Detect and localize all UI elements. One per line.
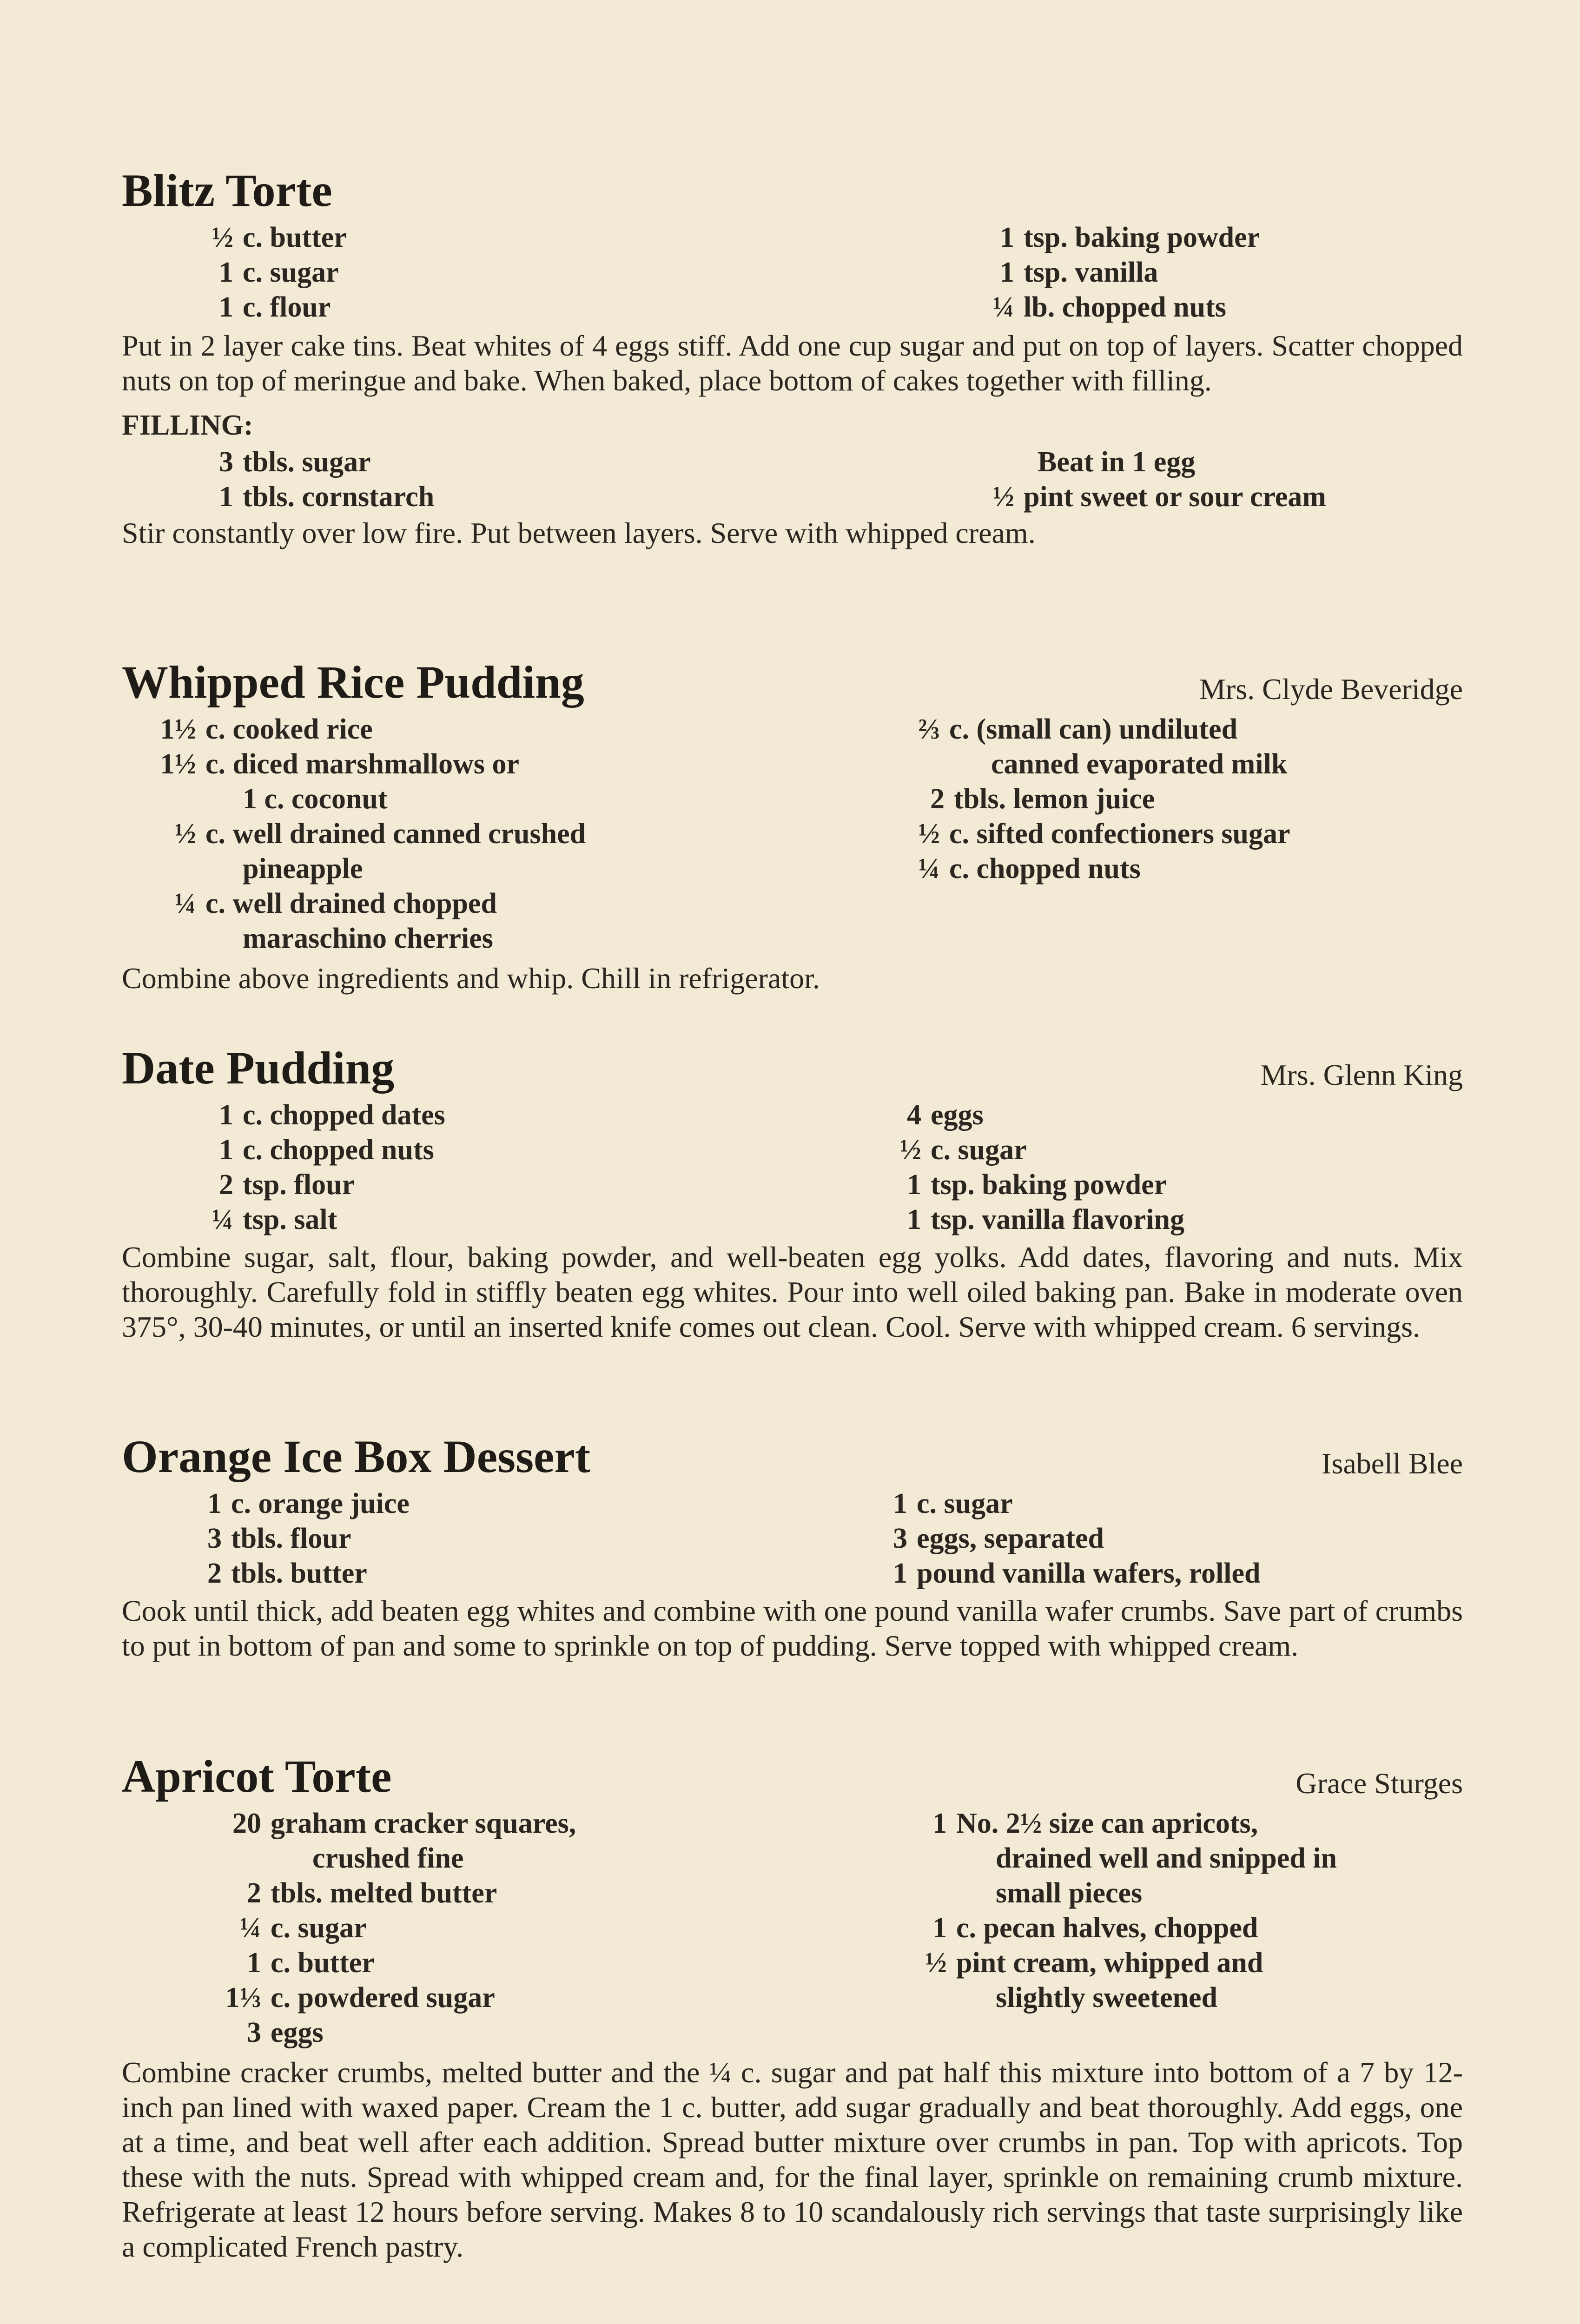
quantity: 1: [907, 1204, 921, 1235]
quantity: 1: [219, 1134, 233, 1166]
quantity: ½: [212, 222, 233, 253]
quantity: 2: [207, 1558, 222, 1589]
ingredient-line: [907, 1946, 1481, 1981]
ingredient-line: [884, 747, 1458, 782]
ingredient-line: [861, 1202, 1435, 1237]
recipe-whipped-rice-pudding: [122, 654, 1463, 996]
ingredient-line: [122, 1556, 805, 1591]
ingredients-right: [884, 712, 1458, 886]
recipe-header: [122, 163, 1463, 218]
ingredient-line: [866, 480, 1440, 515]
recipe-author: Mrs. Glenn King: [1260, 1058, 1463, 1091]
ingredient-line: [907, 1911, 1481, 1946]
ingredient-line: [907, 1841, 1481, 1876]
quantity: 1½: [160, 713, 196, 745]
ingredient: c. chopped nuts: [243, 1134, 434, 1166]
ingredient-line: [861, 1098, 1435, 1133]
quantity: 1: [1000, 222, 1014, 253]
directions: Combine cracker crumbs, melted butter and the ¼ c. sugar and pat half this mixture into bottom of a 7 by 12-inch pan lined with waxed paper. Cream the 1 c. butter, add sugar gradually and beat thoroughly. Add eggs, one at a time, and beat well after each addition. Spread butter mixture over crumbs in pan. Top with apricots. Top these with the nuts. Spread with whipped cream and, for the final layer, sprinkle on remaining crumb mixture. Refrigerate at least 12 hours before serving. Makes 8 to 10 scandalously rich servings that taste surprisingly like a complicated French pastry.: [122, 2056, 1463, 2263]
recipe-header: [122, 1429, 1463, 1485]
quantity: 1: [219, 481, 233, 513]
recipe-title: Date Pudding: [122, 1042, 395, 1094]
filling-left: [122, 445, 805, 515]
quantity: 1½: [160, 748, 196, 780]
ingredient-line: [907, 1876, 1481, 1911]
ingredient: c. powdered sugar: [271, 1982, 495, 2014]
ingredient-line: [122, 1946, 805, 1981]
filling-label: FILLING:: [122, 409, 253, 441]
ingredient: c. flour: [243, 291, 331, 323]
quantity: 1: [219, 291, 233, 323]
ingredient-line: [122, 921, 805, 956]
quantity: ¼: [992, 291, 1014, 323]
ingredients-left: [122, 1486, 805, 1591]
ingredient-line: [875, 1556, 1449, 1591]
filling-directions: Stir constantly over low fire. Put between layers. Serve with whipped cream.: [122, 516, 1036, 549]
filling-right: [866, 445, 1440, 515]
directions: Combine above ingredients and whip. Chill in refrigerator.: [122, 962, 820, 995]
quantity: ½: [992, 481, 1014, 513]
quantity: 1: [893, 1558, 907, 1589]
ingredient-line: [122, 445, 805, 480]
ingredient: tbls. cornstarch: [243, 481, 435, 513]
ingredient-line: [122, 255, 805, 290]
ingredients-left: [122, 220, 805, 325]
quantity: 1: [907, 1169, 921, 1201]
ingredient: c. cooked rice: [205, 713, 373, 745]
quantity: 1: [219, 257, 233, 288]
ingredient: tsp. vanilla flavoring: [931, 1204, 1185, 1235]
ingredient: tsp. vanilla: [1024, 257, 1158, 288]
ingredient: tsp. flour: [243, 1169, 355, 1201]
ingredient: c. chopped dates: [243, 1099, 445, 1131]
ingredient-line: [122, 817, 805, 852]
quantity: 2: [219, 1169, 233, 1201]
recipe-apricot-torte: [122, 1749, 1463, 2264]
ingredient: c. butter: [243, 222, 347, 253]
ingredient: 1 c. coconut: [243, 783, 388, 815]
ingredient: tsp. baking powder: [931, 1169, 1167, 1201]
ingredient-line: [866, 290, 1440, 325]
ingredient-line: [861, 1168, 1435, 1202]
ingredient-line: [122, 782, 805, 817]
ingredient-line: [866, 445, 1440, 480]
ingredient-line: [884, 852, 1458, 886]
quantity: [122, 782, 243, 817]
recipe-author: Isabell Blee: [1322, 1447, 1463, 1480]
directions: Combine sugar, salt, flour, baking powder, and well-beaten egg yolks. Add dates, flavoring and nuts. Mix thoroughly. Carefully fold in stiffly beaten egg whites. Pour into well oiled baking pan. Bake in moderate oven 375°, 30-40 minutes, or until an inserted knife comes out clean. Cool. Serve with whipped cream. 6 servings.: [122, 1241, 1463, 1343]
ingredient-line: [122, 1168, 805, 1202]
ingredient-line: [884, 817, 1458, 852]
ingredient: eggs, separated: [917, 1523, 1104, 1554]
ingredient: tsp. baking powder: [1024, 222, 1260, 253]
quantity: 1: [247, 1947, 261, 1979]
ingredient-line: [122, 1841, 805, 1876]
ingredient: c. orange juice: [231, 1488, 410, 1519]
ingredient-line: [122, 852, 805, 886]
quantity: 3: [247, 2017, 261, 2048]
ingredient: tbls. butter: [231, 1558, 367, 1589]
quantity: [122, 852, 243, 886]
ingredients: [122, 1806, 1463, 2055]
ingredient: pint cream, whipped and: [956, 1947, 1263, 1979]
ingredient: pint sweet or sour cream: [1024, 481, 1326, 513]
quantity: 1⅓: [225, 1982, 261, 2014]
ingredient: c. well drained canned crushed: [205, 818, 586, 850]
quantity: ½: [918, 818, 940, 850]
ingredient-line: [122, 290, 805, 325]
ingredient-line: [884, 782, 1458, 817]
ingredient: slightly sweetened: [996, 1982, 1218, 2014]
ingredient: c. diced marshmallows or: [205, 748, 520, 780]
quantity: 1: [207, 1488, 222, 1519]
filling-ingredients: [122, 445, 1463, 515]
ingredient: c. butter: [271, 1947, 375, 1979]
ingredients: [122, 1486, 1463, 1593]
ingredient-line: [122, 1981, 805, 2015]
ingredient-line: [122, 712, 805, 747]
ingredient: tbls. lemon juice: [954, 783, 1155, 815]
ingredient: drained well and snipped in: [996, 1842, 1337, 1874]
quantity: ¼: [239, 1912, 261, 1944]
ingredient-line: [875, 1486, 1449, 1521]
quantity: ½: [899, 1134, 921, 1166]
ingredient-line: [907, 1981, 1481, 2015]
ingredients-left: [122, 1806, 805, 2050]
quantity: ½: [174, 818, 196, 850]
ingredients-right: [875, 1486, 1449, 1591]
ingredient-line: [122, 1911, 805, 1946]
quantity: 3: [219, 446, 233, 478]
ingredient: No. 2½ size can apricots,: [956, 1808, 1258, 1839]
quantity: 2: [247, 1877, 261, 1909]
ingredient: tbls. melted butter: [271, 1877, 497, 1909]
directions: Cook until thick, add beaten egg whites and combine with one pound vanilla wafer crumbs. Save part of crumbs to put in bottom of pan and some to sprinkle on top of pudding. Serve topped with whipped cream.: [122, 1594, 1463, 1662]
quantity: 3: [207, 1523, 222, 1554]
ingredient: c. sifted confectioners sugar: [949, 818, 1290, 850]
recipe-header: [122, 654, 1463, 710]
quantity: ¼: [918, 853, 940, 885]
ingredients-right: [866, 220, 1440, 325]
quantity: 20: [232, 1808, 261, 1839]
ingredient-line: [866, 220, 1440, 255]
ingredient: maraschino cherries: [243, 923, 493, 954]
recipe-title: Orange Ice Box Dessert: [122, 1431, 591, 1482]
ingredient-line: [122, 1806, 805, 1841]
ingredient: tbls. sugar: [243, 446, 371, 478]
ingredient: lb. chopped nuts: [1024, 291, 1226, 323]
quantity: [907, 1981, 996, 2015]
ingredients: [122, 1098, 1463, 1240]
quantity: [907, 1876, 996, 1911]
ingredient: c. well drained chopped: [205, 888, 497, 919]
ingredient-line: [122, 886, 805, 921]
quantity: ¼: [212, 1204, 233, 1235]
ingredient: crushed fine: [312, 1842, 464, 1874]
quantity: 2: [930, 783, 945, 815]
ingredient-line: [122, 2015, 805, 2050]
quantity: [122, 921, 243, 956]
ingredients-right: [861, 1098, 1435, 1237]
recipe-title: Blitz Torte: [122, 165, 332, 216]
quantity: 3: [893, 1523, 907, 1554]
ingredient: eggs: [271, 2017, 324, 2048]
ingredient-line: [122, 220, 805, 255]
quantity: ¼: [174, 888, 196, 919]
recipe-author: Mrs. Clyde Beveridge: [1199, 673, 1463, 706]
ingredient: c. (small can) undiluted: [949, 713, 1238, 745]
directions: Put in 2 layer cake tins. Beat whites of 4 eggs stiff. Add one cup sugar and put on top of layers. Scatter chopped nuts on top of meringue and bake. When baked, place bottom of cakes together with filling.: [122, 329, 1463, 397]
ingredients: [122, 220, 1463, 328]
ingredient-line: [884, 712, 1458, 747]
ingredient-line: [866, 255, 1440, 290]
recipe-blitz-torte: [122, 163, 1463, 550]
ingredient: Beat in 1 egg: [1038, 446, 1196, 478]
ingredient-line: [122, 1098, 805, 1133]
ingredient-line: [907, 1806, 1481, 1841]
ingredient-line: [122, 1521, 805, 1556]
ingredient: small pieces: [996, 1877, 1143, 1909]
ingredient: pineapple: [243, 853, 363, 885]
ingredient-line: [122, 1486, 805, 1521]
quantity: [866, 445, 1038, 480]
recipe-date-pudding: [122, 1040, 1463, 1344]
recipe-title: Apricot Torte: [122, 1750, 392, 1802]
recipe-header: [122, 1749, 1463, 1804]
recipe-author: Grace Sturges: [1296, 1767, 1463, 1800]
ingredients: [122, 712, 1463, 961]
ingredient: tbls. flour: [231, 1523, 351, 1554]
ingredient: c. sugar: [917, 1488, 1013, 1519]
ingredient: pound vanilla wafers, rolled: [917, 1558, 1261, 1589]
ingredient: c. pecan halves, chopped: [956, 1912, 1258, 1944]
ingredient-line: [861, 1133, 1435, 1168]
ingredient-line: [122, 1202, 805, 1237]
ingredient: tsp. salt: [243, 1204, 337, 1235]
recipe-orange-ice-box-dessert: [122, 1429, 1463, 1663]
quantity: ⅔: [918, 713, 940, 745]
quantity: 1: [932, 1808, 947, 1839]
ingredient-line: [122, 747, 805, 782]
quantity: ½: [925, 1947, 947, 1979]
ingredients-left: [122, 712, 805, 956]
ingredients-right: [907, 1806, 1481, 2015]
ingredient: graham cracker squares,: [271, 1808, 576, 1839]
quantity: [907, 1841, 996, 1876]
quantity: 1: [1000, 257, 1014, 288]
ingredient: c. sugar: [931, 1134, 1027, 1166]
quantity: 1: [219, 1099, 233, 1131]
ingredient: c. sugar: [271, 1912, 367, 1944]
quantity: 1: [893, 1488, 907, 1519]
ingredients-left: [122, 1098, 805, 1237]
ingredient: eggs: [931, 1099, 984, 1131]
ingredient-line: [122, 1876, 805, 1911]
quantity: [884, 747, 991, 782]
ingredient-line: [122, 1133, 805, 1168]
ingredient: c. sugar: [243, 257, 339, 288]
recipe-title: Whipped Rice Pudding: [122, 656, 584, 708]
quantity: [122, 1841, 312, 1876]
recipe-header: [122, 1040, 1463, 1096]
ingredient: canned evaporated milk: [991, 748, 1288, 780]
quantity: 4: [907, 1099, 921, 1131]
ingredient-line: [122, 480, 805, 515]
ingredient: c. chopped nuts: [949, 853, 1141, 885]
ingredient-line: [875, 1521, 1449, 1556]
quantity: 1: [932, 1912, 947, 1944]
